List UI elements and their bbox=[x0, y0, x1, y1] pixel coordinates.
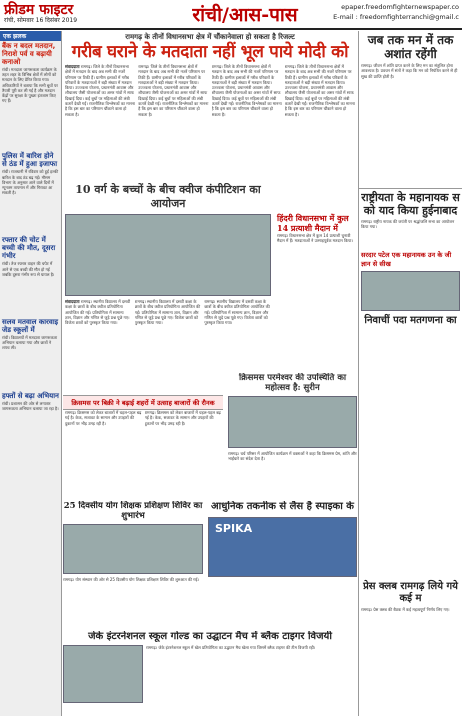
christmas-headline[interactable]: क्रिसमस परमेश्वर की उपस्थिति का महोत्सव है: सुरीन bbox=[238, 373, 347, 393]
quiz-text: रामगढ़। स्थानीय विद्यालय में दसवीं कक्षा के छात्रों के बीच क्वीज प्रतियोगिता आयोजित की गई। प्रतियोगिता में सामान्य ज्ञान, विज्ञान और गणित से जुड़े प्रश्न पूछे गए। विजेता छात्रों को पुरस्कृत किया गया। bbox=[204, 299, 270, 326]
lead-text: रामगढ़। जिले के तीनों विधानसभा क्षेत्रों में मतदान के बाद अब सभी की नजरें परिणाम पर टिकी हैं। ग्रामीण इलाकों में गरीब परिवारों के मतदाताओं ने बड़ी संख्या में मतदान किया। उज्ज्वला योजना, प्रधानमंत्री आवास और शौचालय जैसी योजनाओं का असर गांवों में साफ दिखाई दिया। कई बूथों पर महिलाओं की लंबी कतारें देखी गईं। राजनीतिक विश्लेषकों का मानना है कि इस बार का परिणाम चौंकाने वाला हो सकता है। bbox=[211, 64, 282, 117]
modern-headline[interactable]: आधुनिक तकनीक से लैस है स्पाइका के bbox=[211, 501, 354, 512]
quiz-text: रामगढ़। स्थानीय विद्यालय में दसवीं कक्षा के छात्रों के बीच क्वीज प्रतियोगिता आयोजित की गई। प्रतियोगिता में सामान्य ज्ञान, विज्ञान और गणित से जुड़े प्रश्न पूछे गए। विजेता छात्रों को पुरस्कृत किया गया। bbox=[134, 299, 201, 326]
lead-text: रामगढ़। जिले के तीनों विधानसभा क्षेत्रों में मतदान के बाद अब सभी की नजरें परिणाम पर टिकी हैं। ग्रामीण इलाकों में गरीब परिवारों के मतदाताओं ने बड़ी संख्या में मतदान किया। उज्ज्वला योजना, प्रधानमंत्री आवास और शौचालय जैसी योजनाओं का असर गांवों में साफ दिखाई दिया। कई बूथों पर महिलाओं की लंबी कतारें देखी गईं। राजनीतिक विश्लेषकों का मानना है कि इस बार का परिणाम चौंकाने वाला हो सकता है। bbox=[284, 64, 355, 117]
right-mid-text: रामगढ़। राष्ट्रीय नायक की जयंती पर श्रद्धांजलि सभा का आयोजन किया गया। bbox=[361, 219, 455, 230]
right-photo bbox=[361, 271, 460, 311]
left-item-head[interactable]: सलव मतवाल कारवाइ जेड स्कूलों में bbox=[2, 318, 59, 335]
quiz-byline: संवाददाता bbox=[65, 299, 80, 304]
left-spacer bbox=[0, 195, 61, 235]
left-item bbox=[0, 317, 61, 351]
lead-kicker: रामगढ़ के तीनों विधानसभा क्षेत्र में चौंकानेवाला हो सकता है रिजल्ट bbox=[125, 33, 295, 41]
gold-story bbox=[63, 631, 357, 716]
market-headline[interactable]: क्रिसमस पर बिक्री ने बढ़ाई शहरों में उत्साह बाजारों की रौनक bbox=[63, 395, 223, 410]
left-item-text: रांची। तेज रफ्तार वाहन की चपेट में आने से एक बच्ची की मौत हो गई जबकि दूसरा गंभीर रूप से घायल है। bbox=[2, 261, 55, 277]
camp-story bbox=[63, 501, 357, 631]
left-item bbox=[0, 235, 61, 277]
right-nivachi-headline[interactable]: निवाचीं पदा मतगणना का bbox=[364, 315, 457, 326]
modern-story bbox=[208, 501, 357, 577]
left-item-head[interactable]: रफ्तार की चोट में बच्ची की मौत, दूसरा गंभीर bbox=[2, 236, 56, 261]
right-top-text: रामगढ़। जीवन में शांति प्राप्त करने के लिए मन का संतुलित होना आवश्यक है। प्रवचन में संतों ने कहा कि मन को नियंत्रित करने से ही सुख की प्राप्ति होती है। bbox=[361, 63, 458, 79]
quiz-photo bbox=[65, 214, 271, 296]
right-bottom-text: रामगढ़। प्रेस क्लब की बैठक में कई महत्वपूर्ण निर्णय लिए गए। bbox=[361, 607, 450, 612]
quiz-headline[interactable]: 10 वर्ग के बच्चों के बीच क्वीज कंपीटिशन का आयोजन bbox=[75, 183, 261, 210]
market-body bbox=[63, 410, 223, 460]
left-spacer bbox=[0, 277, 61, 317]
assembly-text: रामगढ़। विधानसभा क्षेत्र में कुल 14 प्रत्याशी चुनावी मैदान में हैं। मतदाताओं ने उत्साहपूर्वक मतदान किया। bbox=[277, 233, 353, 244]
lead-col bbox=[212, 64, 282, 181]
left-item-head[interactable]: हफ्तों से बढ़ा अभियान bbox=[2, 391, 59, 400]
camp-headline[interactable]: 25 दिवसीय योग शिक्षक प्रशिक्षण शिविर का शुभारंभ bbox=[63, 501, 203, 521]
right-mid-headline[interactable]: राष्ट्रीयता के महानायक स को याद किया हुईनाबाद bbox=[361, 191, 460, 217]
assembly-story bbox=[277, 213, 357, 244]
lead-body bbox=[63, 64, 357, 181]
lead-col bbox=[65, 64, 135, 181]
lead-story bbox=[63, 31, 357, 181]
lead-col bbox=[285, 64, 355, 181]
assembly-headline[interactable]: हिंदरी विधानसभा में कुल 14 प्रत्याशी मैदान में bbox=[277, 213, 349, 233]
lead-headline[interactable]: गरीब घराने के मतदाता नहीं भूल पाये मोदी को bbox=[71, 42, 349, 62]
christmas-text: रामगढ़। चर्च परिसर में आयोजित कार्यक्रम में वक्ताओं ने कहा कि क्रिसमस प्रेम, शांति और भाईचारे का संदेश देता है। bbox=[228, 451, 357, 462]
quiz-text: रामगढ़। स्थानीय विद्यालय में दसवीं कक्षा के छात्रों के बीच क्वीज प्रतियोगिता आयोजित की गई। प्रतियोगिता में सामान्य ज्ञान, विज्ञान और गणित से जुड़े प्रश्न पूछे गए। विजेता छात्रों को पुरस्कृत किया गया। bbox=[65, 299, 131, 326]
left-column bbox=[0, 31, 62, 716]
left-strip: एक झलक bbox=[0, 31, 61, 41]
lead-text: रामगढ़। जिले के तीनों विधानसभा क्षेत्रों में मतदान के बाद अब सभी की नजरें परिणाम पर टिकी हैं। ग्रामीण इलाकों में गरीब परिवारों के मतदाताओं ने बड़ी संख्या में मतदान किया। उज्ज्वला योजना, प्रधानमंत्री आवास और शौचालय जैसी योजनाओं का असर गांवों में साफ दिखाई दिया। कई बूथों पर महिलाओं की लंबी कतारें देखी गईं। राजनीतिक विश्लेषकों का मानना है कि इस बार का परिणाम चौंकाने वाला हो सकता है। bbox=[138, 64, 209, 117]
contact-block bbox=[333, 2, 459, 22]
left-item-head[interactable]: बैंक न बदल मतदान, निराशे पर्व व बढ़ायी कनाओ bbox=[2, 42, 56, 66]
left-spacer bbox=[0, 103, 61, 151]
date-line: रांची, सोमवार 16 दिसंबर 2019 bbox=[4, 17, 78, 24]
right-top-headline[interactable]: जब तक मन में तक अशांत रहेंगी bbox=[367, 33, 454, 61]
christmas-story bbox=[228, 373, 357, 503]
left-spacer bbox=[0, 351, 61, 391]
market-text: रामगढ़। क्रिसमस को लेकर बाजारों में चहल-पहल बढ़ गई है। केक, सजावट के सामान और उपहारों की दुकानों पर भीड़ उमड़ रही है। bbox=[144, 410, 221, 426]
left-item-text: रांची। मतदाता जागरूकता कार्यक्रम के तहत शहर के विभिन्न क्षेत्रों में लोगों को मतदान के लिए प्रेरित किया गया। अधिकारियों ने बताया कि सभी बूथों पर तैयारी पूरी कर ली गई है और मतदान केंद्रों पर सुरक्षा के पुख्ता इंतजाम किए गए हैं। bbox=[2, 67, 58, 104]
right-bottom-headline[interactable]: प्रेस क्लब रामगढ़ लिये गये कई म bbox=[363, 581, 458, 604]
christmas-photo bbox=[228, 396, 357, 448]
gold-text: रामगढ़। जेके इंटरनेशनल स्कूल में खेल प्रतियोगिता का उद्घाटन मैच खेला गया जिसमें ब्लैक टाइगर की टीम विजयी रही। bbox=[146, 645, 316, 650]
email-link[interactable]: E-mail : freedomfighterranchi@gmail.c bbox=[333, 13, 459, 21]
left-item-text: रांची। राजधानी में रविवार को हुई हल्की बारिश के बाद ठंड बढ़ गई। मौसम विभाग के अनुसार आने वाले दिनों में न्यूनतम तापमान में और गिरावट आ सकती है। bbox=[2, 169, 59, 196]
lead-col bbox=[138, 64, 208, 181]
left-item bbox=[0, 391, 61, 411]
gold-headline[interactable]: जेके इंटरनेशनल स्कूल गोल्ड का उद्घाटन मैच में ब्लैक टाइगर विजयी bbox=[88, 631, 332, 642]
camp-text: रामगढ़। योग संस्थान की ओर से 25 दिवसीय योग शिक्षक प्रशिक्षण शिविर की शुरुआत की गई। bbox=[63, 577, 200, 582]
spika-label: SPIKA bbox=[215, 522, 253, 535]
page-header bbox=[0, 0, 462, 30]
left-item bbox=[0, 41, 61, 103]
right-column bbox=[358, 31, 462, 716]
right-bullet: सरदार पटेल एक महानायक उन के जी ज्ञान से सीख bbox=[361, 251, 452, 268]
masthead: फ्रीडम फाइटर bbox=[4, 2, 74, 18]
modern-photo bbox=[208, 517, 357, 577]
market-text: रामगढ़। क्रिसमस को लेकर बाजारों में चहल-पहल बढ़ गई है। केक, सजावट के सामान और उपहारों की दुकानों पर भीड़ उमड़ रही है। bbox=[65, 410, 142, 426]
left-item-text: रांची। विद्यालयों में मतदाता जागरूकता अभियान चलाया गया और छात्रों ने शपथ ली। bbox=[2, 335, 58, 351]
gold-photo bbox=[63, 645, 143, 703]
right-spacer bbox=[359, 329, 462, 579]
lead-byline: संवाददाता bbox=[65, 64, 80, 69]
left-item-head[interactable]: पुलिस में बारिश होने से ठंड में हुआ इजाफा bbox=[2, 152, 58, 169]
epaper-link[interactable]: epaper.freedomfighternewspaper.co bbox=[341, 3, 459, 11]
left-item-text: रांची। प्रशासन की ओर से लगातार जागरूकता अभियान चलाया जा रहा है। bbox=[2, 400, 59, 411]
lead-text: रामगढ़। जिले के तीनों विधानसभा क्षेत्रों में मतदान के बाद अब सभी की नजरें परिणाम पर टिकी हैं। ग्रामीण इलाकों में गरीब परिवारों के मतदाताओं ने बड़ी संख्या में मतदान किया। उज्ज्वला योजना, प्रधानमंत्री आवास और शौचालय जैसी योजनाओं का असर गांवों में साफ दिखाई दिया। कई बूथों पर महिलाओं की लंबी कतारें देखी गईं। राजनीतिक विश्लेषकों का मानना है कि इस बार का परिणाम चौंकाने वाला हो सकता है। bbox=[65, 64, 136, 117]
section-title: रांची/आस-पास bbox=[192, 4, 298, 26]
left-item bbox=[0, 151, 61, 195]
quiz-body bbox=[63, 299, 273, 369]
quiz-story bbox=[63, 183, 357, 393]
camp-photo bbox=[63, 524, 203, 574]
main-column bbox=[63, 31, 357, 716]
